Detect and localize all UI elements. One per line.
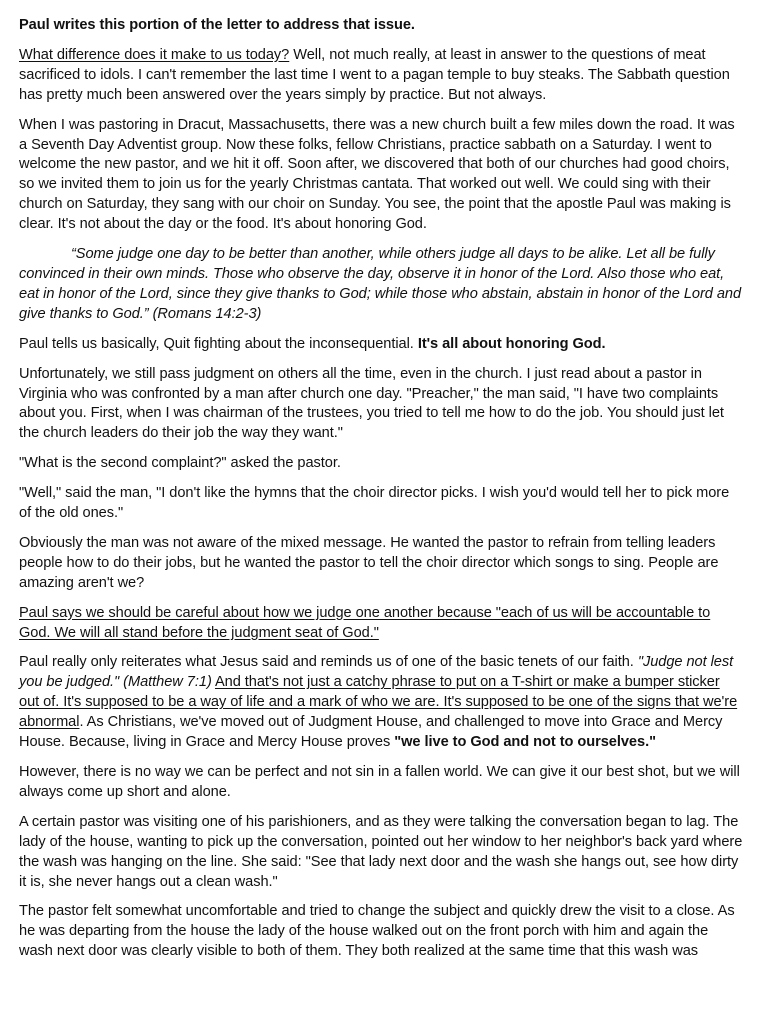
paragraph-mixed-message — [19, 534, 743, 594]
paragraph-text: A certain pastor was visiting one of his parishioners, and as they were talking the conversation began to lag. The lady of the house, wanting to pick up the conversation, pointed out her window to her neighbor's back yard where the wash was hanging on the line. She said: "See that lady next door and the wash she hangs out, see how dirty it is, she never hangs out a clean wash." — [19, 813, 743, 890]
paragraph-judge-not — [19, 653, 743, 753]
paragraph-wash-story — [19, 813, 743, 893]
paragraph-text: Obviously the man was not aware of the mixed message. He wanted the pastor to refrain from telling leaders people how to do their jobs, but he wanted the pastor to tell the choir director which songs to sing. People are amazing aren't we? — [19, 534, 719, 591]
scripture-quote-romans — [19, 245, 743, 325]
italic-scripture: "Judge not lest you be judged." (Matthew 7:1) — [19, 654, 734, 691]
paragraph-fallen-world — [19, 763, 743, 803]
bold-emphasis: "we live to God and not to ourselves." — [394, 734, 656, 751]
paragraph-text: Unfortunately, we still pass judgment on others all the time, even in the church. I just read about a pastor in Virginia who was confronted by a man after church one day. "Preacher," the man said, "I have two complaints about you. First, when I was chairman of the trustees, you tried to tell me how to do the job. You should just let the church leaders do their job the way they want." — [19, 365, 724, 442]
paragraph-second-complaint — [19, 454, 743, 474]
paragraph-text: When I was pastoring in Dracut, Massachusetts, there was a new church built a few miles down the road. It was a Seventh Day Adventist group. Now these folks, fellow Christians, practice sabbath on a Saturday. I went to welcome the new pastor, and we hit it off. Soon after, we discovered that both of our churches had good choirs, so we invited them to join us for the yearly Christmas cantata. That worked out well. We could sing with their church on Saturday, they sang with our choir on Sunday. You see, the point that the apostle Paul was making is clear. It's not about the day or the food. It's about honoring God. — [19, 116, 735, 233]
bold-heading-text: Paul writes this portion of the letter to address that issue. — [19, 17, 415, 33]
paragraph-honoring-god — [19, 335, 743, 355]
paragraph-text: Paul really only reiterates what Jesus said and reminds us of one of the basic tenets of our faith. — [19, 654, 638, 671]
paragraph-text: Well, not much really, at least in answer to the questions of meat sacrificed to idols. I can't remember the last time I went to a pagan temple to buy steaks. The Sabbath question has pretty much been answered over the years simply by practice. But not always. — [19, 46, 730, 103]
paragraph-hymns — [19, 484, 743, 524]
underlined-text: Paul says we should be careful about how we judge one another because "each of us will be accountable to God. We will all stand before the judgment seat of God." — [19, 604, 711, 641]
quote-text: “Some judge one day to be better than another, while others judge all days to be alike. Let all be fully convinced in their own minds. Those who observe the day, observe it in honor of the Lord. Also those who eat, eat in honor of the Lord, since they give thanks to God; while those who abstain, abstain in honor of the Lord and give thanks to God.” (Romans 14:2-3) — [19, 246, 742, 322]
paragraph-text: . As Christians, we've moved out of Judgment House, and challenged to move into Grace and Mercy House. Because, living in Grace and Mercy House proves — [19, 714, 723, 751]
paragraph-text: However, there is no way we can be perfect and not sin in a fallen world. We can give it our best shot, but we will always come up short and alone. — [19, 764, 740, 800]
paragraph-difference-today — [19, 46, 743, 106]
paragraph-intro-heading — [19, 16, 743, 36]
underlined-text: And that's not just a catchy phrase to put on a T-shirt or make a bumper sticker out of. It's supposed to be a way of life and a mark of who we are. It's supposed to be one of the signs that we're abnormal — [19, 674, 738, 731]
paragraph-virginia-pastor — [19, 365, 743, 445]
underlined-question: What difference does it make to us today? — [19, 46, 290, 63]
paragraph-text: "What is the second complaint?" asked the pastor. — [19, 455, 341, 472]
bold-emphasis: It's all about honoring God. — [417, 335, 606, 352]
paragraph-text: The pastor felt somewhat uncomfortable and tried to change the subject and quickly drew the visit to a close. As he was departing from the house the lady of the house walked out on the front porch with him and again the wash next door was clearly visible to both of them. They both realized at the same time that this wash was — [19, 903, 735, 960]
paragraph-text: Paul tells us basically, Quit fighting about the inconsequential. — [19, 335, 418, 352]
paragraph-dracut-story — [19, 116, 743, 235]
paragraph-pastor-departing — [19, 902, 743, 962]
paragraph-text: "Well," said the man, "I don't like the hymns that the choir director picks. I wish you'd would tell her to pick more of the old ones." — [19, 485, 730, 522]
paragraph-judgment-seat — [19, 604, 743, 644]
